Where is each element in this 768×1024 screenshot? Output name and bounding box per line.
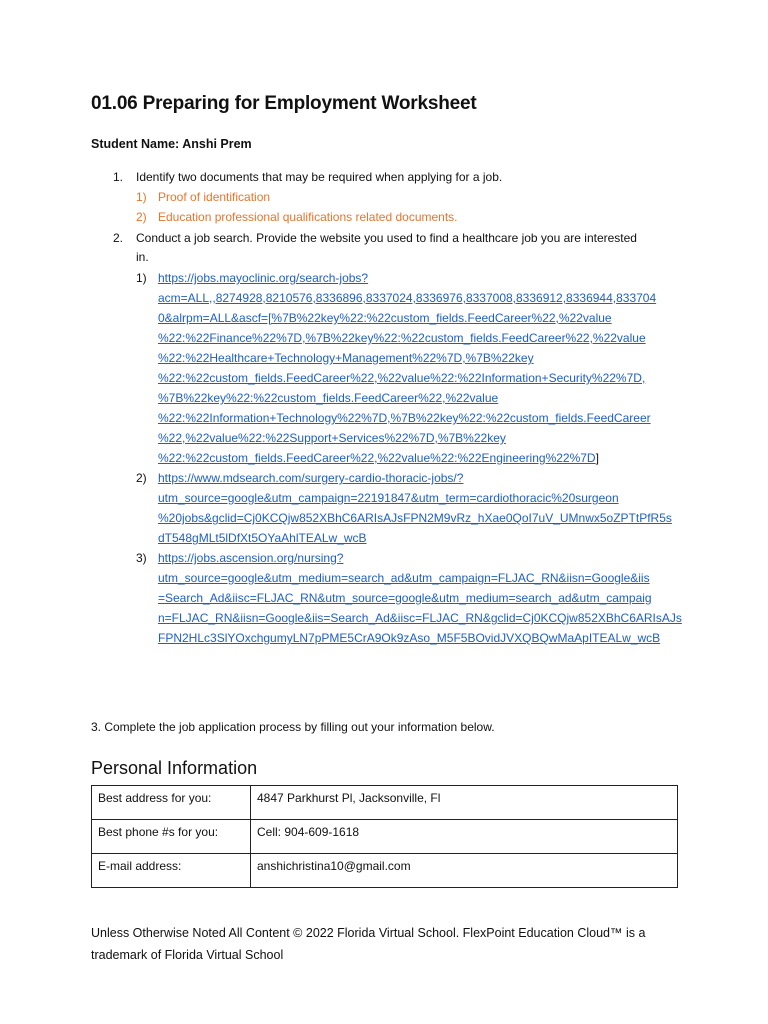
address-value[interactable]: 4847 Parkhurst Pl, Jacksonville, Fl: [251, 786, 678, 820]
personal-information-table: [91, 785, 678, 888]
link-1-line[interactable]: %22,%22value%22:%22Support+Services%22%7D,%7B%22key: [158, 431, 506, 445]
phone-value[interactable]: Cell: 904-609-1618: [251, 820, 678, 854]
q1-number: 1.: [113, 170, 124, 184]
q1-answer-1: Proof of identification: [158, 190, 271, 204]
link-1-line[interactable]: %22:%22custom_fields.FeedCareer%22,%22value%22:%22Information+Security%22%7D,: [158, 371, 646, 385]
link-1-number: 1): [136, 271, 147, 285]
q2-text-line1: Conduct a job search. Provide the website you used to find a healthcare job you are interested: [136, 231, 637, 245]
link-3-number: 3): [136, 551, 147, 565]
link-2-line[interactable]: %20jobs&gclid=Cj0KCQjw852XBhC6ARIsAJsFPN2M9vRz_hXae0QoI7uV_UMnwx5oZPTtPfR5s: [158, 511, 672, 525]
link-1-line[interactable]: acm=ALL,,8274928,8210576,8336896,8337024,8336976,8337008,8336912,8336944,833704: [158, 291, 657, 305]
table-row: [92, 854, 678, 888]
link-1-trailing-bracket: ]: [595, 451, 599, 465]
link-2-line[interactable]: utm_source=google&utm_campaign=22191847&utm_term=cardiothoracic%20surgeon: [158, 491, 619, 505]
link-3-line[interactable]: =Search_Ad&iisc=FLJAC_RN&utm_source=google&utm_medium=search_ad&utm_campaig: [158, 591, 652, 605]
table-row: [92, 820, 678, 854]
personal-information-heading: Personal Information: [91, 758, 258, 778]
link-1-line[interactable]: %22:%22Information+Technology%22%7D,%7B%22key%22:%22custom_fields.FeedCareer: [158, 411, 651, 425]
copyright-footer: [91, 922, 691, 966]
address-label: Best address for you:: [92, 786, 251, 820]
link-3-line[interactable]: https://jobs.ascension.org/nursing?: [158, 551, 344, 565]
link-1-last-line-wrap: [158, 448, 599, 468]
footer-line-2: trademark of Florida Virtual School: [91, 948, 284, 962]
q2-number: 2.: [113, 231, 124, 245]
link-2-line[interactable]: dT548gMLt5lDfXt5OYaAhlTEALw_wcB: [158, 531, 367, 545]
link-3-line[interactable]: FPN2HLc3SlYOxchgumyLN7pPME5CrA9Ok9zAso_M5F5BOvidJVXQBQwMaApITEALw_wcB: [158, 631, 661, 645]
link-2-line[interactable]: https://www.mdsearch.com/surgery-cardio-thoracic-jobs/?: [158, 471, 464, 485]
table-row: [92, 786, 678, 820]
link-3-line[interactable]: n=FLJAC_RN&iisn=Google&iis=Search_Ad&iisc=FLJAC_RN&gclid=Cj0KCQjw852XBhC6ARIsAJs: [158, 611, 682, 625]
link-1-line[interactable]: https://jobs.mayoclinic.org/search-jobs?: [158, 271, 369, 285]
page-title: 01.06 Preparing for Employment Worksheet: [91, 93, 477, 114]
q2-text-line2: in.: [136, 250, 149, 264]
q3-text: 3. Complete the job application process by filling out your information below.: [91, 720, 495, 734]
link-1-line[interactable]: %22:%22Finance%22%7D,%7B%22key%22:%22custom_fields.FeedCareer%22,%22value: [158, 331, 646, 345]
link-1-line[interactable]: %22:%22Healthcare+Technology+Management%22%7D,%7B%22key: [158, 351, 534, 365]
email-value[interactable]: anshichristina10@gmail.com: [251, 854, 678, 888]
link-1-line[interactable]: 0&alrpm=ALL&ascf=[%7B%22key%22:%22custom_fields.FeedCareer%22,%22value: [158, 311, 612, 325]
email-label: E-mail address:: [92, 854, 251, 888]
link-1-line[interactable]: %7B%22key%22:%22custom_fields.FeedCareer%22,%22value: [158, 391, 499, 405]
link-1-line[interactable]: %22:%22custom_fields.FeedCareer%22,%22value%22:%22Engineering%22%7D: [158, 451, 596, 465]
q1-text: Identify two documents that may be required when applying for a job.: [136, 170, 503, 184]
q1-answer-2-number: 2): [136, 210, 147, 224]
student-name: Student Name: Anshi Prem: [91, 137, 252, 151]
footer-line-1: Unless Otherwise Noted All Content © 2022 Florida Virtual School. FlexPoint Education Cloud™ is a: [91, 926, 646, 940]
phone-label: Best phone #s for you:: [92, 820, 251, 854]
link-3-line[interactable]: utm_source=google&utm_medium=search_ad&utm_campaign=FLJAC_RN&iisn=Google&iis: [158, 571, 650, 585]
q1-answer-1-number: 1): [136, 190, 147, 204]
q1-answer-2: Education professional qualifications related documents.: [158, 210, 458, 224]
link-2-number: 2): [136, 471, 147, 485]
